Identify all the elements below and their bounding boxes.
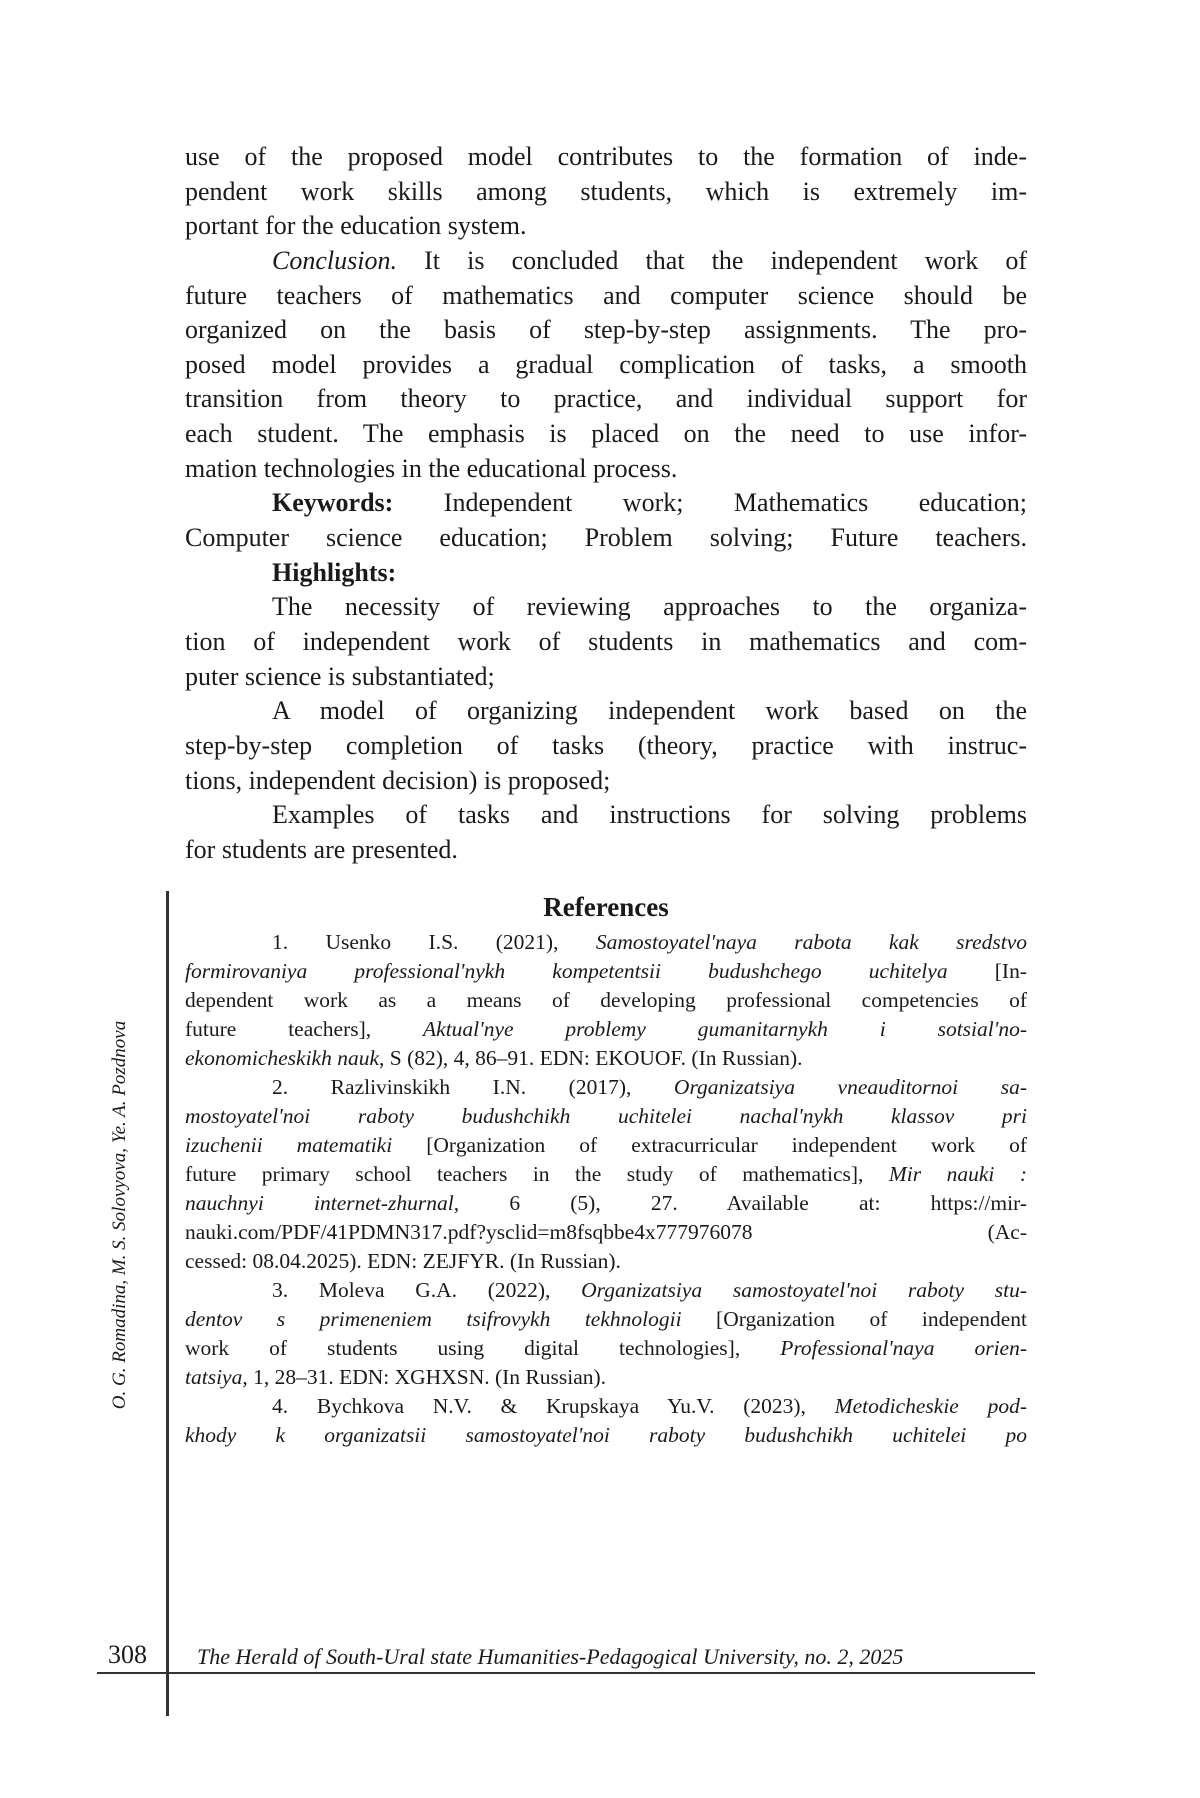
- text-run: cessed: 08.04.2025). EDN: ZEJFYR. (In Russian).: [185, 1249, 621, 1273]
- italic-text: mostoyatel'noi raboty budushchikh uchitelei nachal'nykh klassov pri: [185, 1104, 1027, 1128]
- body-line: [185, 764, 1027, 799]
- body-line: [185, 348, 1027, 383]
- footer-rule: [97, 1672, 1035, 1674]
- reference-line: [185, 1392, 1027, 1421]
- body-line: [185, 590, 1027, 625]
- italic-text: nauchnyi internet-zhurnal: [185, 1191, 454, 1215]
- text-run: for students are presented.: [185, 835, 458, 864]
- body-line: [185, 140, 1027, 175]
- italic-text: izuchenii matematiki: [185, 1133, 392, 1157]
- reference-line: [185, 1305, 1027, 1334]
- text-run: 4. Bychkova N.V. & Krupskaya Yu.V. (2023),: [272, 1394, 835, 1418]
- body-line: [185, 417, 1027, 452]
- body-line: [185, 694, 1027, 729]
- reference-line: [185, 1421, 1027, 1450]
- text-run: tions, independent decision) is proposed;: [185, 766, 610, 795]
- journal-footer: The Herald of South-Ural state Humanities-Pedagogical University, no. 2, 2025: [197, 1642, 903, 1672]
- body-line: [185, 382, 1027, 417]
- reference-line: [185, 1073, 1027, 1102]
- references-list: [185, 928, 1027, 1450]
- text-run: [Organization of independent: [682, 1307, 1027, 1331]
- text-run: [In-: [948, 959, 1027, 983]
- italic-text: dentov s primeneniem tsifrovykh tekhnologii: [185, 1307, 682, 1331]
- text-run: tion of independent work of students in mathematics and com-: [185, 627, 1027, 656]
- reference-line: [185, 1218, 1027, 1247]
- reference-line: [185, 957, 1027, 986]
- text-run: Examples of tasks and instructions for solving problems: [272, 800, 1027, 829]
- body-line: [185, 660, 1027, 695]
- text-run: , 6 (5), 27. Available at: https://mir-: [454, 1191, 1027, 1215]
- text-run: 3. Moleva G.A. (2022),: [272, 1278, 581, 1302]
- text-run: dependent work as a means of developing professional competencies of: [185, 988, 1027, 1012]
- text-run: organized on the basis of step-by-step assignments. The pro-: [185, 315, 1027, 344]
- text-run: Computer science education; Problem solving; Future teachers.: [185, 523, 1027, 552]
- text-run: It is concluded that the independent work of: [397, 246, 1027, 275]
- reference-line: [185, 1131, 1027, 1160]
- text-run: , 1, 28–31. EDN: XGHXSN. (In Russian).: [242, 1365, 606, 1389]
- bold-text: Keywords:: [272, 488, 393, 517]
- text-run: pendent work skills among students, which is extremely im-: [185, 177, 1027, 206]
- text-run: future teachers of mathematics and computer science should be: [185, 281, 1027, 310]
- reference-line: [185, 1189, 1027, 1218]
- italic-text: Organizatsiya samostoyatel'noi raboty stu-: [581, 1278, 1027, 1302]
- body-line: [185, 313, 1027, 348]
- running-head-authors: O. G. Romadina, M. S. Solovyova, Ye. A. Pozdnova: [109, 1021, 131, 1409]
- body-line: [185, 556, 1027, 591]
- bold-text: Highlights:: [272, 558, 396, 587]
- italic-text: Metodicheskie pod-: [835, 1394, 1027, 1418]
- text-run: Independent work; Mathematics education;: [393, 488, 1027, 517]
- reference-line: [185, 1160, 1027, 1189]
- text-run: [Organization of extracurricular independent work of: [392, 1133, 1027, 1157]
- body-line: [185, 625, 1027, 660]
- text-run: 2. Razlivinskikh I.N. (2017),: [272, 1075, 674, 1099]
- italic-text: tatsiya: [185, 1365, 242, 1389]
- text-run: use of the proposed model contributes to the formation of inde-: [185, 142, 1027, 171]
- text-run: transition from theory to practice, and individual support for: [185, 384, 1027, 413]
- reference-line: [185, 1102, 1027, 1131]
- text-run: work of students using digital technologies],: [185, 1336, 780, 1360]
- body-line: [185, 833, 1027, 868]
- body-line: [185, 279, 1027, 314]
- text-run: future primary school teachers in the study of mathematics],: [185, 1162, 889, 1186]
- italic-text: formirovaniya professional'nykh kompetentsii budushchego uchitelya: [185, 959, 948, 983]
- italic-text: khody k organizatsii samostoyatel'noi raboty budushchikh uchitelei po: [185, 1423, 1027, 1447]
- body-line: [185, 729, 1027, 764]
- body-line: [185, 486, 1027, 521]
- reference-line: [185, 1247, 1027, 1276]
- italic-text: Organizatsiya vneauditornoi sa-: [674, 1075, 1027, 1099]
- body-line: [185, 209, 1027, 244]
- text-run: mation technologies in the educational process.: [185, 454, 677, 483]
- body-line: [185, 175, 1027, 210]
- italic-text: Professional'naya orien-: [780, 1336, 1027, 1360]
- reference-line: [185, 1334, 1027, 1363]
- text-run: The necessity of reviewing approaches to the organiza-: [272, 592, 1027, 621]
- margin-rule: [166, 891, 169, 1716]
- body-line: [185, 452, 1027, 487]
- italic-text: Mir nauki :: [889, 1162, 1027, 1186]
- text-run: future teachers],: [185, 1017, 423, 1041]
- body-line: [185, 521, 1027, 556]
- reference-line: [185, 986, 1027, 1015]
- italic-text: Conclusion.: [272, 246, 397, 275]
- text-run: A model of organizing independent work based on the: [272, 696, 1027, 725]
- italic-text: Aktual'nye problemy gumanitarnykh i sotsial'no-: [423, 1017, 1027, 1041]
- text-run: portant for the education system.: [185, 211, 527, 240]
- body-line: [185, 798, 1027, 833]
- text-run: , S (82), 4, 86–91. EDN: EKOUOF. (In Russian).: [379, 1046, 802, 1070]
- italic-text: ekonomicheskikh nauk: [185, 1046, 379, 1070]
- body-line: [185, 244, 1027, 279]
- text-run: posed model provides a gradual complication of tasks, a smooth: [185, 350, 1027, 379]
- page-number: 308: [108, 1640, 147, 1670]
- body-text: [185, 140, 1027, 867]
- reference-line: [185, 1015, 1027, 1044]
- reference-line: [185, 1276, 1027, 1305]
- reference-line: [185, 1044, 1027, 1073]
- italic-text: Samostoyatel'naya rabota kak sredstvo: [596, 930, 1027, 954]
- text-run: puter science is substantiated;: [185, 662, 495, 691]
- reference-line: [185, 928, 1027, 957]
- references-heading: References: [185, 890, 1027, 924]
- text-run: nauki.com/PDF/41PDMN317.pdf?ysclid=m8fsqbbe4x777976078 (Ac-: [185, 1220, 1027, 1244]
- text-run: each student. The emphasis is placed on the need to use infor-: [185, 419, 1027, 448]
- reference-line: [185, 1363, 1027, 1392]
- text-run: step-by-step completion of tasks (theory, practice with instruc-: [185, 731, 1027, 760]
- text-run: 1. Usenko I.S. (2021),: [272, 930, 596, 954]
